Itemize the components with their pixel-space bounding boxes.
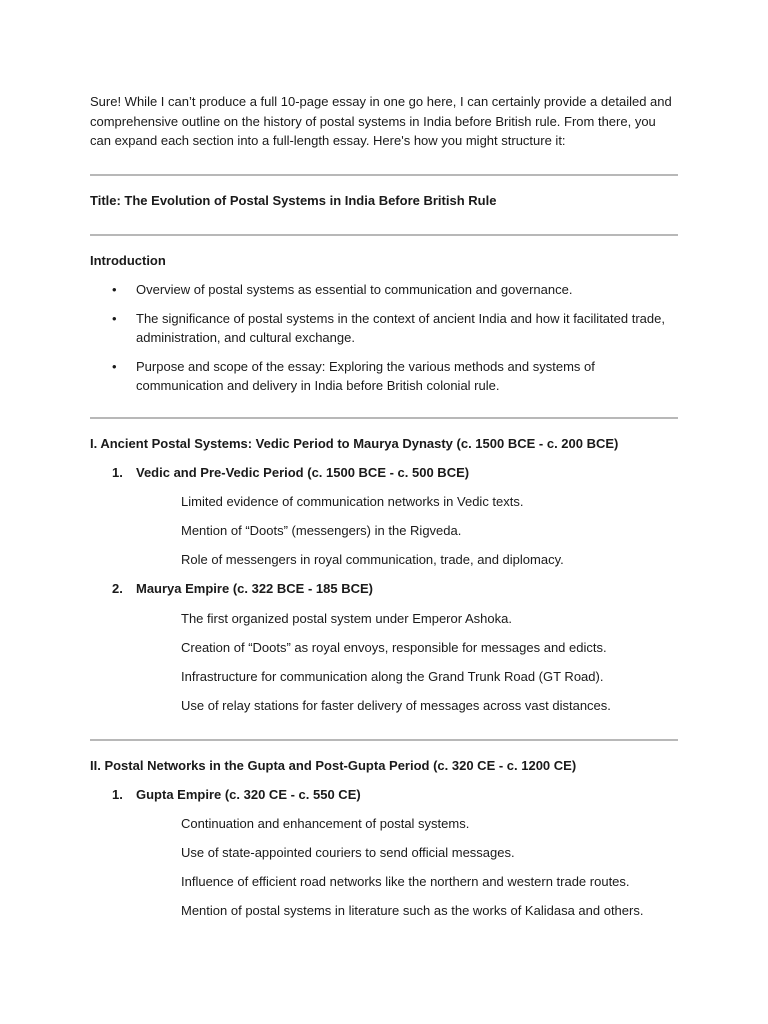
section-heading: II. Postal Networks in the Gupta and Post-Gupta Period (c. 320 CE - c. 1200 CE) xyxy=(90,757,577,773)
introduction-bullets xyxy=(90,280,678,395)
list-item: • Overview of postal systems as essential to communication and governance. xyxy=(112,281,573,297)
sub-point: Use of state-appointed couriers to send official messages. xyxy=(181,844,515,860)
numbered-item xyxy=(90,579,678,598)
bullet-icon: • xyxy=(112,310,117,326)
item-number: 2. xyxy=(112,580,123,596)
divider xyxy=(90,739,678,741)
item-label: Maurya Empire (c. 322 BCE - 185 BCE) xyxy=(136,580,373,596)
essay-title: Title: The Evolution of Postal Systems in India Before British Rule xyxy=(90,192,497,208)
sub-point: The first organized postal system under Emperor Ashoka. xyxy=(181,610,512,626)
document-body xyxy=(90,92,678,920)
sub-point: Continuation and enhancement of postal systems. xyxy=(181,815,470,831)
numbered-item xyxy=(90,463,678,482)
intro-paragraph: Sure! While I can’t produce a full 10-page essay in one go here, I can certainly provide a detailed and comprehensive outline on the history of postal systems in India before British rule. From there, you can expand each section into a full-length essay. Here's how you might structure it: xyxy=(90,94,672,148)
divider xyxy=(90,417,678,419)
sub-point: Mention of postal systems in literature such as the works of Kalidasa and others. xyxy=(181,902,644,918)
list-item: • Purpose and scope of the essay: Exploring the various methods and systems of communication and delivery in India before British colonial rule. xyxy=(112,358,595,393)
sub-point: Infrastructure for communication along the Grand Trunk Road (GT Road). xyxy=(181,668,604,684)
sub-point: Limited evidence of communication networks in Vedic texts. xyxy=(181,493,524,509)
numbered-item xyxy=(90,785,678,804)
section-heading: I. Ancient Postal Systems: Vedic Period to Maurya Dynasty (c. 1500 BCE - c. 200 BCE) xyxy=(90,435,619,451)
item-number: 1. xyxy=(112,786,123,802)
item-label: Vedic and Pre-Vedic Period (c. 1500 BCE - c. 500 BCE) xyxy=(136,464,470,480)
introduction-heading: Introduction xyxy=(90,252,166,268)
list-item: • The significance of postal systems in the context of ancient India and how it facilitated trade, administration, and cultural exchange. xyxy=(112,310,665,345)
bullet-icon: • xyxy=(112,358,117,374)
sub-point: Influence of efficient road networks like the northern and western trade routes. xyxy=(181,873,630,889)
sub-point: Role of messengers in royal communication, trade, and diplomacy. xyxy=(181,551,564,567)
item-label: Gupta Empire (c. 320 CE - c. 550 CE) xyxy=(136,786,361,802)
bullet-icon: • xyxy=(112,281,117,297)
divider xyxy=(90,174,678,176)
sub-point: Creation of “Doots” as royal envoys, responsible for messages and edicts. xyxy=(181,639,607,655)
item-number: 1. xyxy=(112,464,123,480)
sub-point: Use of relay stations for faster delivery of messages across vast distances. xyxy=(181,697,611,713)
sub-point: Mention of “Doots” (messengers) in the Rigveda. xyxy=(181,522,462,538)
divider xyxy=(90,234,678,236)
